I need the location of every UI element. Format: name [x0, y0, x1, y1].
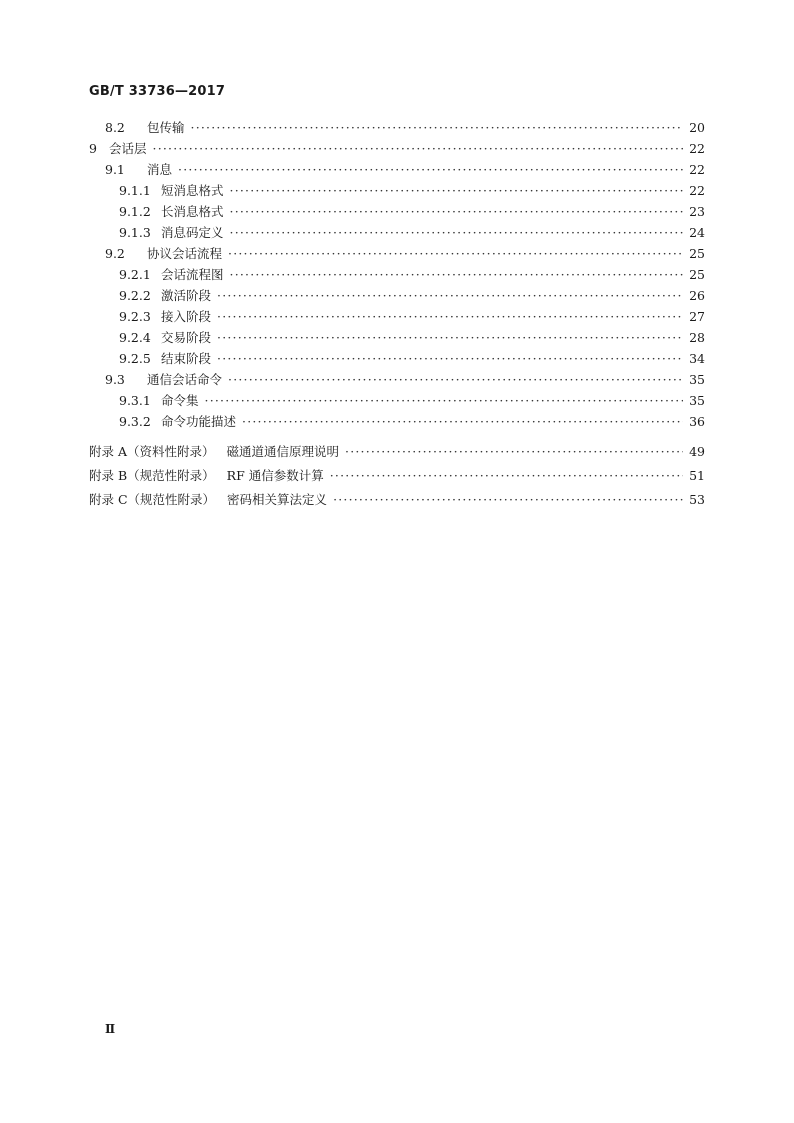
toc-entry-page: 35 — [689, 372, 705, 387]
leader-dots — [230, 183, 683, 198]
toc-entry-title: 消息码定义 — [161, 225, 224, 240]
toc-entry-number: 9.2.3 — [119, 309, 151, 324]
toc-entry-title: 会话流程图 — [161, 267, 224, 282]
toc-entry-title: 包传输 — [147, 120, 185, 135]
toc-entry-page: 22 — [689, 162, 705, 177]
toc-entry[interactable] — [119, 202, 705, 222]
toc-entry-number: 9.2.2 — [119, 288, 151, 303]
toc-entry-title: RF 通信参数计算 — [226, 468, 324, 483]
toc-entry-title: 短消息格式 — [161, 183, 224, 198]
toc-entry-number: 9.2 — [105, 246, 125, 261]
toc-entry[interactable] — [89, 466, 705, 486]
leader-dots — [217, 351, 683, 366]
toc-entry-title: 会话层 — [109, 141, 147, 156]
toc-entry[interactable] — [119, 391, 705, 411]
toc-entry-page: 53 — [689, 492, 705, 507]
toc-entry[interactable] — [89, 442, 705, 462]
toc-entry-title: 交易阶段 — [161, 330, 212, 345]
toc-entry-page: 27 — [689, 309, 705, 324]
leader-dots — [230, 267, 683, 282]
toc-entry-title: 激活阶段 — [161, 288, 212, 303]
toc-entry-page: 36 — [689, 414, 705, 429]
toc-entry-number: 9.1 — [105, 162, 125, 177]
toc-entry-page: 25 — [689, 267, 705, 282]
leader-dots — [217, 309, 683, 324]
toc-entry-page: 28 — [689, 330, 705, 345]
toc-entry-number: 9.3.2 — [119, 414, 151, 429]
leader-dots — [217, 330, 683, 345]
toc-entry-page: 35 — [689, 393, 705, 408]
toc-entry[interactable] — [105, 244, 705, 264]
toc-entry-title: 密码相关算法定义 — [227, 492, 328, 507]
toc-entry-page: 22 — [689, 141, 705, 156]
toc-entry[interactable] — [119, 223, 705, 243]
toc-entry-page: 34 — [689, 351, 705, 366]
toc-entry[interactable] — [119, 412, 705, 432]
leader-dots — [330, 468, 683, 483]
toc-entry-page: 25 — [689, 246, 705, 261]
standard-number-header: GB/T 33736—2017 — [89, 84, 226, 99]
leader-dots — [242, 414, 683, 429]
leader-dots — [230, 204, 683, 219]
toc-entry-title: 通信会话命令 — [147, 372, 223, 387]
leader-dots — [191, 120, 683, 135]
leader-dots — [153, 141, 683, 156]
leader-dots — [217, 288, 683, 303]
toc-entry[interactable] — [89, 139, 705, 159]
toc-entry-number: 附录 B（规范性附录） — [89, 468, 215, 483]
toc-entry-title: 协议会话流程 — [147, 246, 223, 261]
toc-entry[interactable] — [105, 118, 705, 138]
toc-entry-page: 22 — [689, 183, 705, 198]
toc-entry-title: 结束阶段 — [161, 351, 212, 366]
toc-entry-page: 49 — [689, 444, 705, 459]
toc-entry-number: 9.1.3 — [119, 225, 151, 240]
toc-entry-title: 长消息格式 — [161, 204, 224, 219]
toc-entry-number: 9.3.1 — [119, 393, 151, 408]
toc-entry[interactable] — [119, 181, 705, 201]
leader-dots — [230, 225, 683, 240]
toc-entry-number: 8.2 — [105, 120, 125, 135]
toc-entry-number: 附录 C（规范性附录） — [89, 492, 216, 507]
toc-entry-page: 26 — [689, 288, 705, 303]
toc-entry[interactable] — [119, 265, 705, 285]
toc-entry[interactable] — [119, 328, 705, 348]
toc-entry-number: 9 — [89, 141, 97, 156]
leader-dots — [228, 372, 683, 387]
toc-entry-title: 消息 — [147, 162, 173, 177]
leader-dots — [228, 246, 683, 261]
toc-entry-page: 51 — [689, 468, 705, 483]
toc-entry-number: 9.3 — [105, 372, 125, 387]
toc-entry[interactable] — [119, 307, 705, 327]
toc-entry-page: 20 — [689, 120, 705, 135]
leader-dots — [178, 162, 683, 177]
toc-entry-number: 9.1.1 — [119, 183, 151, 198]
toc-entry[interactable] — [105, 370, 705, 390]
toc-entry-number: 9.2.4 — [119, 330, 151, 345]
toc-entry-number: 9.2.5 — [119, 351, 151, 366]
toc-entry-title: 磁通道通信原理说明 — [226, 444, 340, 459]
toc-entry-title: 接入阶段 — [161, 309, 212, 324]
toc-entry-page: 24 — [689, 225, 705, 240]
toc-entry[interactable] — [119, 286, 705, 306]
toc-entry-number: 9.2.1 — [119, 267, 151, 282]
toc-entry-number: 附录 A（资料性附录） — [89, 444, 215, 459]
toc-entry[interactable] — [105, 160, 705, 180]
toc-entry-number: 9.1.2 — [119, 204, 151, 219]
leader-dots — [345, 444, 683, 459]
toc-entry[interactable] — [119, 349, 705, 369]
toc-entry-page: 23 — [689, 204, 705, 219]
toc-entry[interactable] — [89, 490, 705, 510]
leader-dots — [333, 492, 683, 507]
toc-entry-title: 命令功能描述 — [161, 414, 237, 429]
leader-dots — [205, 393, 683, 408]
toc-entry-title: 命令集 — [161, 393, 199, 408]
page-number: Ⅱ — [105, 1022, 116, 1036]
